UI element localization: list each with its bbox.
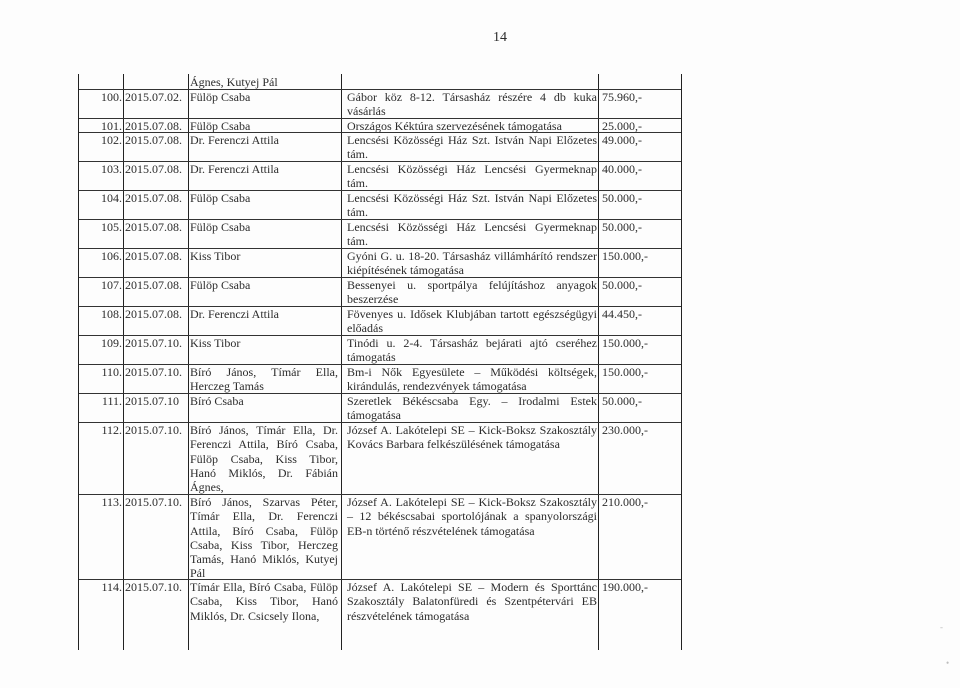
row-date: 2015.07.08. (125, 220, 182, 234)
scan-speck: - (940, 622, 943, 632)
text-line: támogatás (347, 350, 396, 365)
grant-amount: 50.000,- (602, 220, 642, 234)
text-line: Tímár Ella, Dr. Ferenczi (190, 509, 338, 524)
row-date: 2015.07.08. (125, 133, 182, 147)
text-line: Pál (190, 566, 206, 581)
text-line: Fülöp Csaba (190, 90, 251, 104)
text-line: Országos Kéktúra szervezésének támogatása (347, 119, 562, 133)
recipient-names (190, 90, 338, 104)
table-row (79, 132, 681, 162)
row-date: 2015.07.10. (125, 365, 182, 379)
table-row (79, 306, 681, 336)
text-line: Dr. Ferenczi Attila (190, 162, 279, 176)
row-number: 103. (101, 162, 122, 176)
table-row (79, 277, 681, 307)
text-line: Lencsési Közösségi Ház Lencsési Gyermeknap (347, 162, 597, 176)
row-date: 2015.07.08. (125, 278, 182, 292)
row-number: 102. (101, 133, 122, 147)
row-date: 2015.07.10. (125, 495, 182, 509)
table-row (79, 393, 681, 423)
text-line: kirándulás, rendezvények támogatása (347, 379, 527, 394)
recipient-names (190, 278, 338, 292)
text-line: Bessenyei u. sportpálya felújításhoz anyagok (347, 278, 597, 292)
text-line: tám. (347, 234, 368, 249)
text-line: Hanó Miklós, Dr. Fábián (190, 465, 338, 480)
grant-description (347, 278, 597, 307)
row-date: 2015.07.10 (125, 394, 179, 408)
text-line: Fövenyes u. Idősek Klubjában tartott egészségügyi (347, 307, 597, 321)
text-line: Lencsési Közösségi Ház Szt. István Napi Előzetes (347, 133, 597, 147)
table-row (79, 248, 681, 278)
grant-amount: 150.000,- (602, 365, 648, 379)
text-line: kiépítésének támogatása (347, 263, 464, 278)
text-line: részvételének támogatása (347, 608, 470, 623)
text-line: Herczeg Tamás (190, 379, 264, 394)
table-row (79, 89, 681, 119)
recipient-names (190, 365, 338, 394)
text-line: Szeretlek Békéscsaba Egy. – Irodalmi Estek (347, 394, 597, 408)
row-number: 100. (101, 90, 122, 104)
text-line: Kovács Barbara felkészülésének támogatása (347, 437, 560, 452)
grant-amount: 190.000,- (602, 580, 648, 594)
table-row (79, 219, 681, 249)
grant-amount: 49.000,- (602, 133, 642, 147)
grant-amount: 25.000,- (602, 119, 642, 133)
grant-amount: 230.000,- (602, 423, 648, 437)
grant-description (347, 162, 597, 191)
text-line: Bíró Csaba (190, 394, 244, 408)
table-row (79, 494, 681, 581)
text-line: Dr. Ferenczi Attila (190, 133, 279, 147)
row-number: 106. (101, 249, 122, 263)
grant-description (347, 220, 597, 249)
text-line: támogatása (347, 408, 401, 423)
row-date: 2015.07.10. (125, 336, 182, 350)
row-number: 105. (101, 220, 122, 234)
recipient-names (190, 307, 338, 321)
recipient-names (190, 133, 338, 147)
recipient-names (190, 336, 338, 350)
text-line: Gábor köz 8-12. Társasház részére 4 db kuka (347, 90, 597, 104)
recipient-names (190, 220, 338, 234)
text-line: Ágnes, Kutyej Pál (190, 75, 278, 89)
grant-amount: 40.000,- (602, 162, 642, 176)
text-line: Tímár Ella, Bíró Csaba, Fülöp (190, 580, 338, 594)
grant-amount: 150.000,- (602, 249, 648, 263)
text-line: Fülöp Csaba, Kiss Tibor, (190, 451, 338, 466)
grant-description (347, 495, 597, 538)
table-row (79, 364, 681, 394)
text-line: József A. Lakótelepi SE – Kick-Boksz Szakosztály (347, 423, 597, 437)
grant-amount: 50.000,- (602, 191, 642, 205)
table-row (79, 579, 681, 623)
grant-description (347, 365, 597, 394)
recipient-names (190, 75, 338, 89)
text-line: Csaba, Kiss Tibor, Hanó (190, 594, 338, 609)
row-date: 2015.07.10. (125, 423, 182, 437)
text-line: Ágnes, (190, 480, 224, 495)
page-number: 14 (493, 30, 507, 45)
grant-description (347, 423, 597, 452)
row-number: 112. (101, 423, 122, 437)
row-date: 2015.07.10. (125, 580, 182, 594)
row-number: 107. (101, 278, 122, 292)
recipient-names (190, 394, 338, 408)
text-line: Fülöp Csaba (190, 191, 251, 205)
grant-table (78, 74, 682, 650)
text-line: József A. Lakótelepi SE – Modern és Sporttánc (347, 580, 597, 594)
text-line: József A. Lakótelepi SE – Kick-Boksz Szakosztály (347, 495, 597, 509)
text-line: Dr. Ferenczi Attila (190, 307, 279, 321)
recipient-names (190, 249, 338, 263)
grant-amount: 50.000,- (602, 394, 642, 408)
grant-amount: 75.960,- (602, 90, 642, 104)
text-line: Kiss Tibor (190, 249, 241, 263)
row-number: 104. (101, 191, 122, 205)
row-number: 113. (101, 495, 122, 509)
grant-description (347, 307, 597, 336)
text-line: Lencsési Közösségi Ház Lencsési Gyermeknap (347, 220, 597, 234)
text-line: Bm-i Nők Egyesülete – Működési költségek, (347, 365, 597, 379)
grant-description (347, 133, 597, 162)
recipient-names (190, 191, 338, 205)
scan-speck: • (946, 658, 950, 668)
text-line: Tamás, Hanó Miklós, Kutyej (190, 552, 338, 567)
table-row (79, 335, 681, 365)
text-line: Miklós, Dr. Csicsely Ilona, (190, 608, 320, 623)
text-line: EB-n történő részvételének támogatása (347, 523, 535, 538)
grant-amount: 210.000,- (602, 495, 648, 509)
text-line: – 12 békéscsabai sportolójának a spanyolországi (347, 509, 597, 524)
text-line: Fülöp Csaba (190, 278, 251, 292)
grant-amount: 50.000,- (602, 278, 642, 292)
text-line: Kiss Tibor (190, 336, 241, 350)
row-date: 2015.07.08. (125, 119, 182, 133)
text-line: Fülöp Csaba (190, 119, 251, 133)
table-row (79, 190, 681, 220)
grant-description (347, 580, 597, 623)
table-row (79, 422, 681, 495)
recipient-names (190, 495, 338, 581)
recipient-names (190, 423, 338, 494)
row-number: 101. (101, 119, 122, 133)
row-number: 114. (101, 580, 122, 594)
text-line: Attila, Bíró Csaba, Fülöp (190, 523, 338, 538)
row-number: 109. (101, 336, 122, 350)
row-number: 108. (101, 307, 122, 321)
text-line: Gyóni G. u. 18-20. Társasház villámhárító rendszer (347, 249, 597, 263)
text-line: tám. (347, 176, 368, 191)
table-row (79, 161, 681, 191)
row-date: 2015.07.02. (125, 90, 182, 104)
text-line: Bíró János, Tímár Ella, (190, 365, 338, 379)
text-line: Tinódi u. 2-4. Társasház bejárati ajtó cseréhez (347, 336, 597, 350)
text-line: tám. (347, 147, 368, 162)
text-line: Ferenczi Attila, Bíró Csaba, (190, 437, 338, 452)
text-line: tám. (347, 205, 368, 220)
grant-amount: 150.000,- (602, 336, 648, 350)
text-line: Bíró János, Szarvas Péter, (190, 495, 338, 509)
grant-description (347, 394, 597, 423)
row-number: 110. (101, 365, 122, 379)
row-date: 2015.07.08. (125, 191, 182, 205)
text-line: előadás (347, 321, 383, 336)
row-date: 2015.07.08. (125, 249, 182, 263)
text-line: Lencsési Közösségi Ház Szt. István Napi Előzetes (347, 191, 597, 205)
text-line: vásárlás (347, 104, 386, 119)
text-line: beszerzése (347, 292, 399, 307)
grant-description (347, 336, 597, 365)
grant-description (347, 90, 597, 119)
row-number: 111. (101, 394, 122, 408)
text-line: Bíró János, Tímár Ella, Dr. (190, 423, 338, 437)
table-row (79, 118, 681, 133)
text-line: Fülöp Csaba (190, 220, 251, 234)
recipient-names (190, 162, 338, 176)
row-date: 2015.07.08. (125, 162, 182, 176)
grant-amount: 44.450,- (602, 307, 642, 321)
grant-description (347, 191, 597, 220)
text-line: Szakosztály Balatonfüredi és Szentpétervári EB (347, 594, 597, 609)
recipient-names (190, 580, 338, 623)
text-line: Csaba, Kiss Tibor, Herczeg (190, 537, 338, 552)
grant-description (347, 249, 597, 278)
row-date: 2015.07.08. (125, 307, 182, 321)
